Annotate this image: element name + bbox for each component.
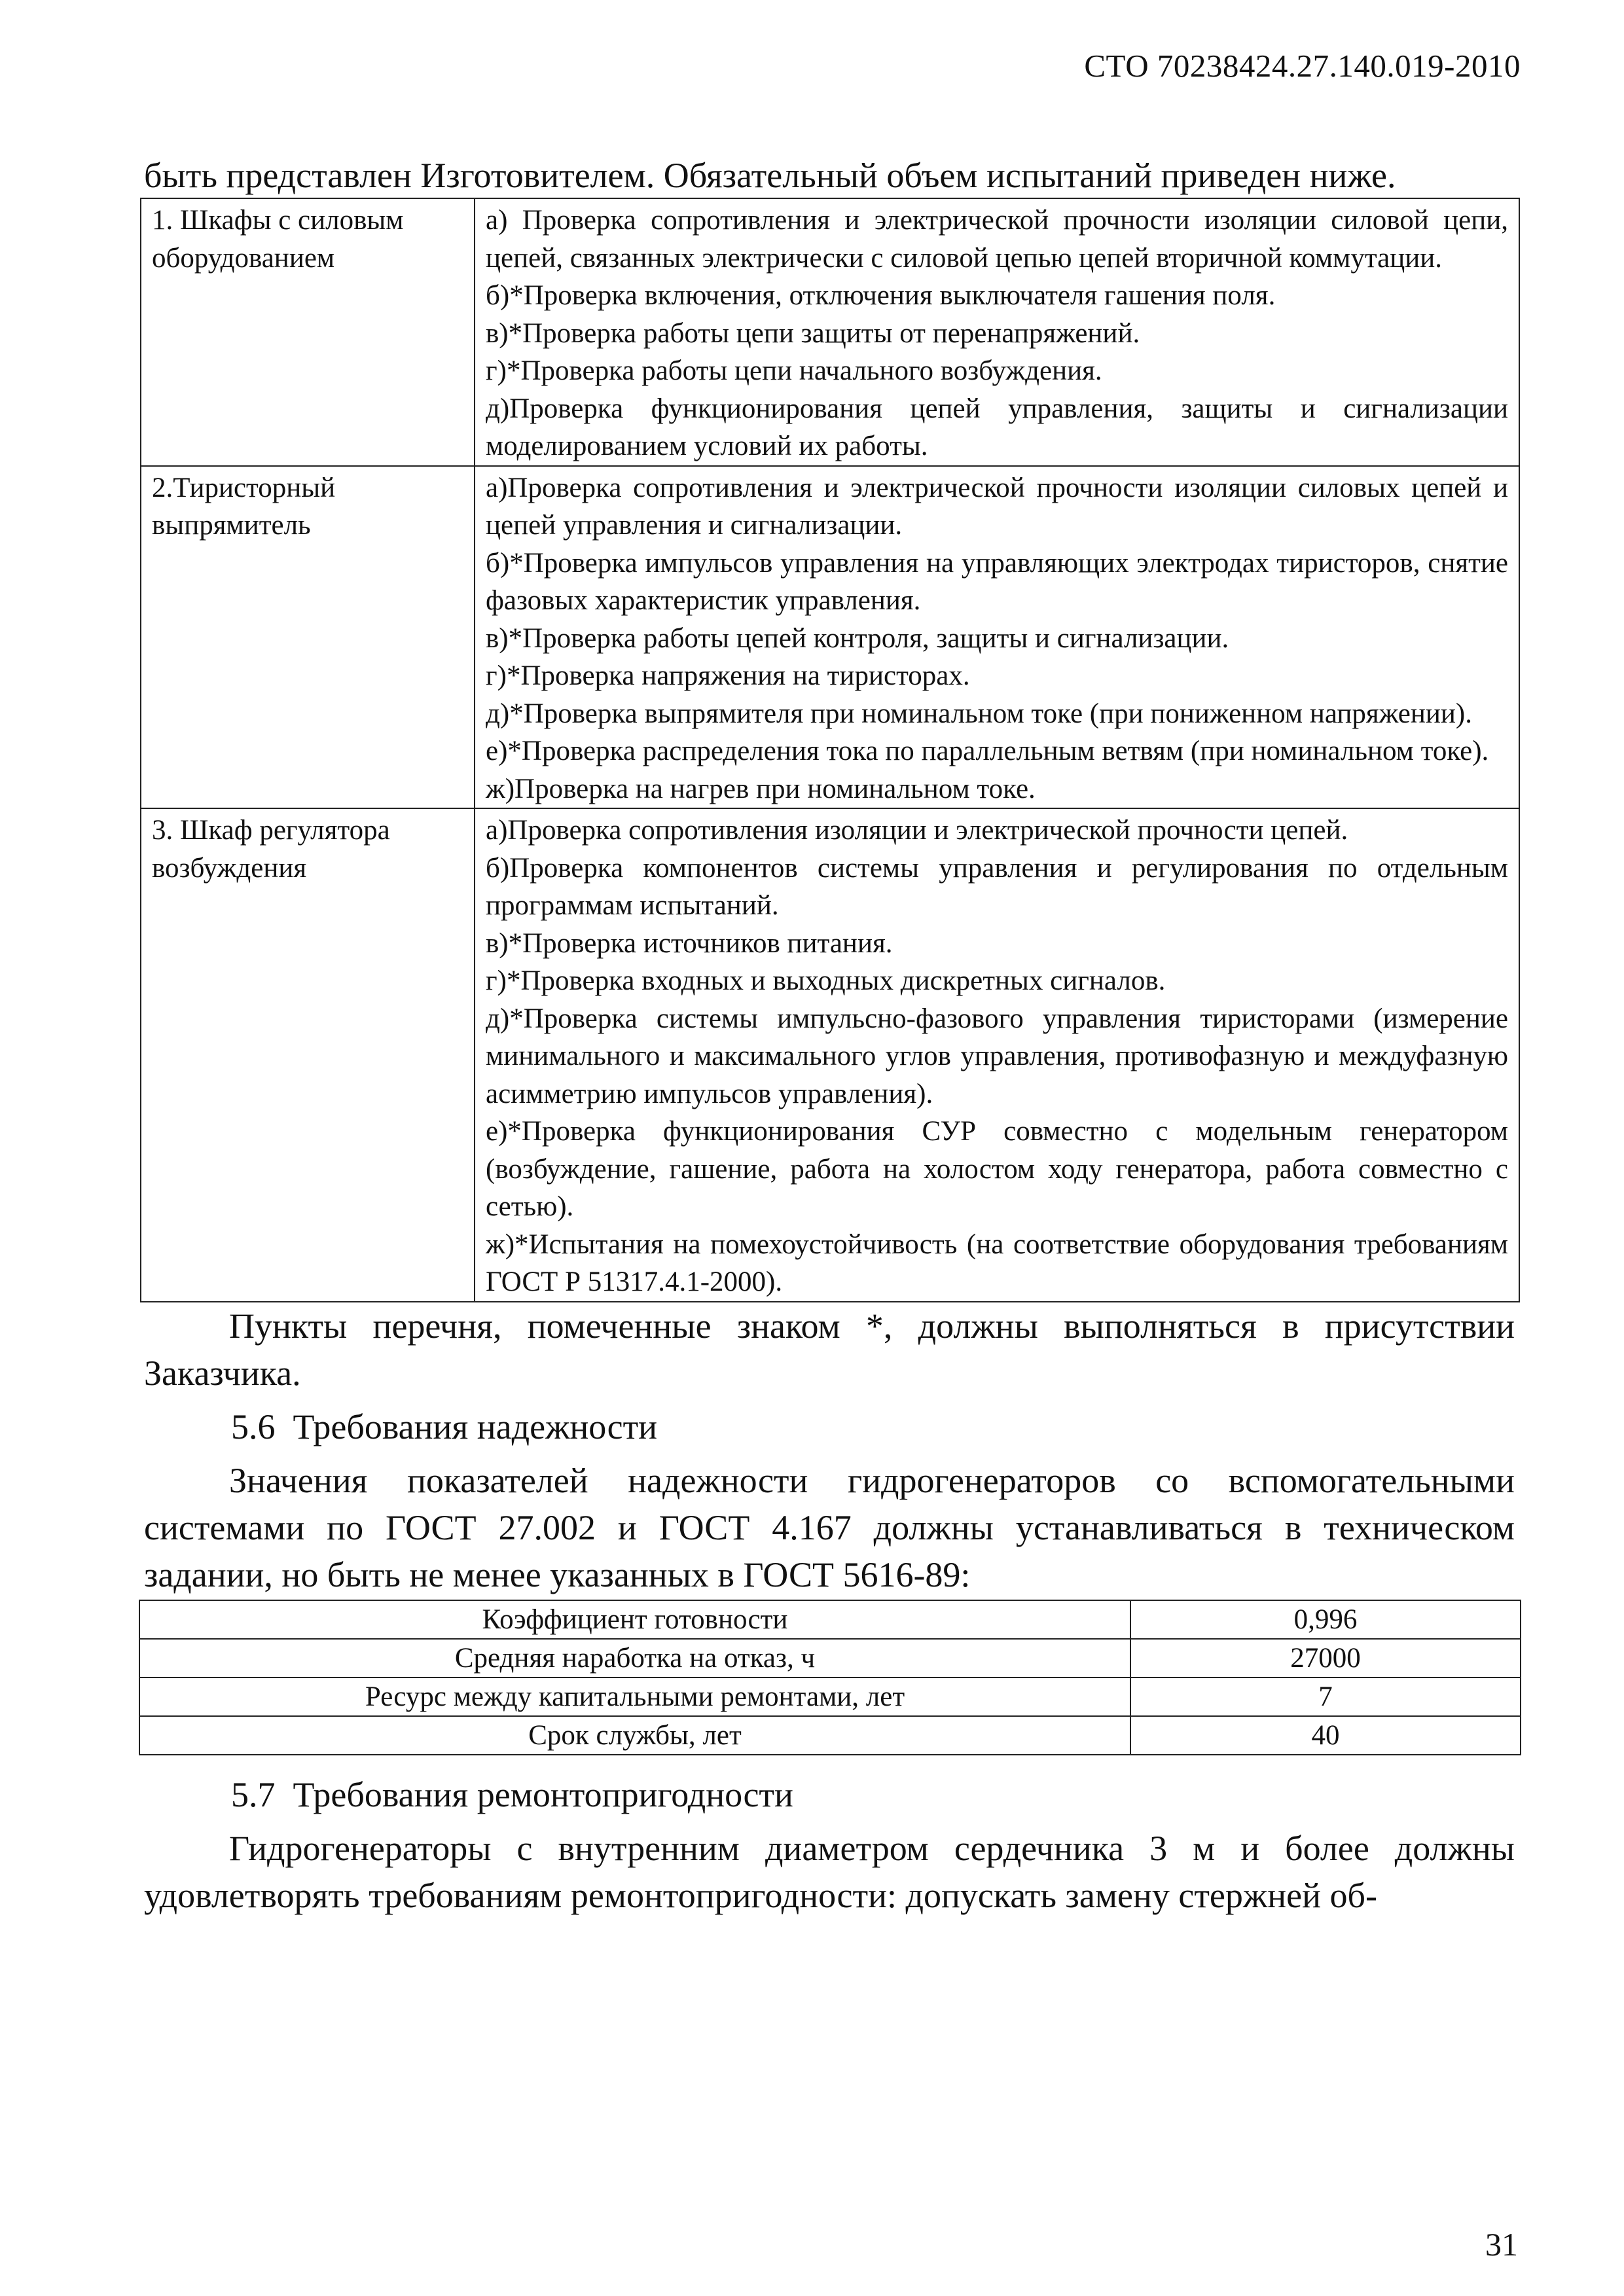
equipment-name: 3. Шкаф регулятора возбуждения bbox=[141, 808, 475, 1302]
list-item: а)Проверка сопротивления изоляции и электрической прочности цепей. bbox=[486, 815, 1348, 846]
list-item: б)*Проверка включения, отключения выключателя гашения поля. bbox=[486, 280, 1276, 311]
indicator-value: 0,996 bbox=[1130, 1600, 1521, 1639]
table-row bbox=[139, 1639, 1521, 1677]
list-item: г)*Проверка работы цепи начального возбуждения. bbox=[486, 355, 1102, 386]
intro-paragraph: быть представлен Изготовителем. Обязательный объем испытаний приведен ниже. bbox=[144, 156, 1396, 195]
list-item: б)Проверка компонентов системы управления и регулирования по отдельным программам испытаний. bbox=[486, 852, 1508, 921]
list-item: а) Проверка сопротивления и электрической прочности изоляции силовой цепи, цепей, связанных электрически с силовой цепью цепей вторичной коммутации. bbox=[486, 205, 1508, 274]
document-code: СТО 70238424.27.140.019-2010 bbox=[1084, 48, 1521, 84]
page-content bbox=[144, 152, 1515, 1919]
list-item: а)Проверка сопротивления и электрической прочности изоляции силовых цепей и цепей управления и сигнализации. bbox=[486, 472, 1508, 541]
list-item: д)*Проверка системы импульсно-фазового управления тиристорами (измерение минимального и максимального углов управления, противофазную и междуфазную асимметрию импульсов управления). bbox=[486, 1003, 1508, 1109]
maintainability-paragraph: Гидрогенераторы с внутренним диаметром сердечника 3 м и более должны удовлетворять требованиям ремонтопригодности: допускать замену стержней об- bbox=[144, 1828, 1515, 1915]
reliability-table bbox=[139, 1600, 1521, 1755]
list-item: е)*Проверка функционирования СУР совместно с модельным генератором (возбуждение, гашение, работа на холостом ходу генератора, работа совместно с сетью). bbox=[486, 1116, 1508, 1222]
indicator-name: Ресурс между капитальными ремонтами, лет bbox=[139, 1677, 1130, 1716]
list-item: е)*Проверка распределения тока по параллельным ветвям (при номинальном токе). bbox=[486, 736, 1489, 766]
list-item: б)*Проверка импульсов управления на управляющих электродах тиристоров, снятие фазовых характеристик управления. bbox=[486, 547, 1508, 616]
indicator-value: 7 bbox=[1130, 1677, 1521, 1716]
page-number: 31 bbox=[1485, 2226, 1518, 2263]
table-row bbox=[139, 1677, 1521, 1716]
equipment-name: 1. Шкафы с силовым оборудованием bbox=[141, 198, 475, 466]
reliability-paragraph: Значения показателей надежности гидрогенераторов со вспомогательными системами по ГОСТ 27.002 и ГОСТ 4.167 должны устанавливаться в техническом задании, но быть не менее указанных в ГОСТ 5616-89: bbox=[144, 1460, 1515, 1594]
table-row bbox=[141, 466, 1519, 809]
list-item: д)Проверка функционирования цепей управления, защиты и сигнализации моделированием условий их работы. bbox=[486, 393, 1508, 461]
table-row bbox=[141, 198, 1519, 466]
list-item: в)*Проверка работы цепи защиты от перенапряжений. bbox=[486, 317, 1140, 349]
tests-table bbox=[140, 198, 1520, 1302]
section-heading-5-7: 5.7 Требования ремонтопригодности bbox=[231, 1774, 793, 1814]
table-row bbox=[141, 808, 1519, 1302]
list-item: в)*Проверка источников питания. bbox=[486, 927, 893, 959]
list-item: ж)Проверка на нагрев при номинальном токе. bbox=[486, 773, 1036, 804]
equipment-name: 2.Тиристорный выпрямитель bbox=[141, 466, 475, 809]
table-row bbox=[139, 1600, 1521, 1639]
list-item: г)*Проверка входных и выходных дискретных сигналов. bbox=[486, 965, 1166, 996]
list-item: г)*Проверка напряжения на тиристорах. bbox=[486, 660, 970, 691]
list-item: д)*Проверка выпрямителя при номинальном токе (при пониженном напряжении). bbox=[486, 698, 1472, 729]
table-row bbox=[139, 1716, 1521, 1755]
indicator-name: Средняя наработка на отказ, ч bbox=[139, 1639, 1130, 1677]
indicator-value: 40 bbox=[1130, 1716, 1521, 1755]
test-list bbox=[475, 466, 1519, 809]
list-item: ж)*Испытания на помехоустойчивость (на соответствие оборудования требованиям ГОСТ Р 51317.4.1-2000). bbox=[486, 1229, 1508, 1297]
note-paragraph: Пункты перечня, помеченные знаком *, должны выполняться в присутствии Заказчика. bbox=[144, 1306, 1515, 1393]
indicator-value: 27000 bbox=[1130, 1639, 1521, 1677]
indicator-name: Срок службы, лет bbox=[139, 1716, 1130, 1755]
test-list bbox=[475, 808, 1519, 1302]
indicator-name: Коэффициент готовности bbox=[139, 1600, 1130, 1639]
list-item: в)*Проверка работы цепей контроля, защиты и сигнализации. bbox=[486, 622, 1229, 654]
test-list bbox=[475, 198, 1519, 466]
section-heading-5-6: 5.6 Требования надежности bbox=[231, 1407, 658, 1446]
